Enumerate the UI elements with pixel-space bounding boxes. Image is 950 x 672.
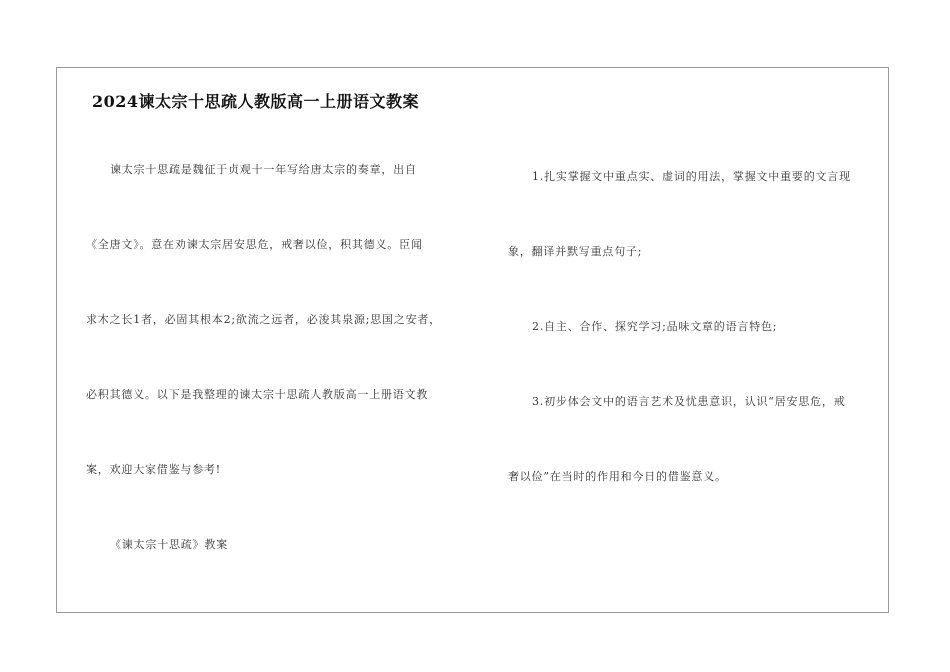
objective-3-line-2: 奢以俭”在当时的作用和今日的借鉴意义。 [508,470,727,483]
lesson-plan-heading: 《谏太宗十思疏》教案 [110,538,228,551]
objective-3-line-1: 3.初步体会文中的语言艺术及忧患意识，认识“居安思危，戒 [532,395,846,408]
objective-1-line-2: 象，翻译并默写重点句子; [508,245,643,258]
document-title: 2024谏太宗十思疏人教版高一上册语文教案 [92,92,420,111]
objective-2: 2.自主、合作、探究学习;品味文章的语言特色; [532,320,778,333]
objective-1-line-1: 1.扎实掌握文中重点实、虚词的用法，掌握文中重要的文言现 [532,170,851,183]
left-paragraph-line-3: 求木之长1者，必固其根本2;欲流之远者，必浚其泉源;思国之安者， [86,313,442,326]
left-paragraph-line-2: 《全唐文》。意在劝谏太宗居安思危，戒奢以俭，积其德义。臣闻 [86,238,423,251]
page-frame [56,67,889,613]
left-paragraph-line-5: 案，欢迎大家借鉴与参考! [86,463,222,476]
left-paragraph-line-1: 谏太宗十思疏是魏征于贞观十一年写给唐太宗的奏章，出自 [110,163,417,176]
left-paragraph-line-4: 必积其德义。以下是我整理的谏太宗十思疏人教版高一上册语文教 [86,388,429,401]
